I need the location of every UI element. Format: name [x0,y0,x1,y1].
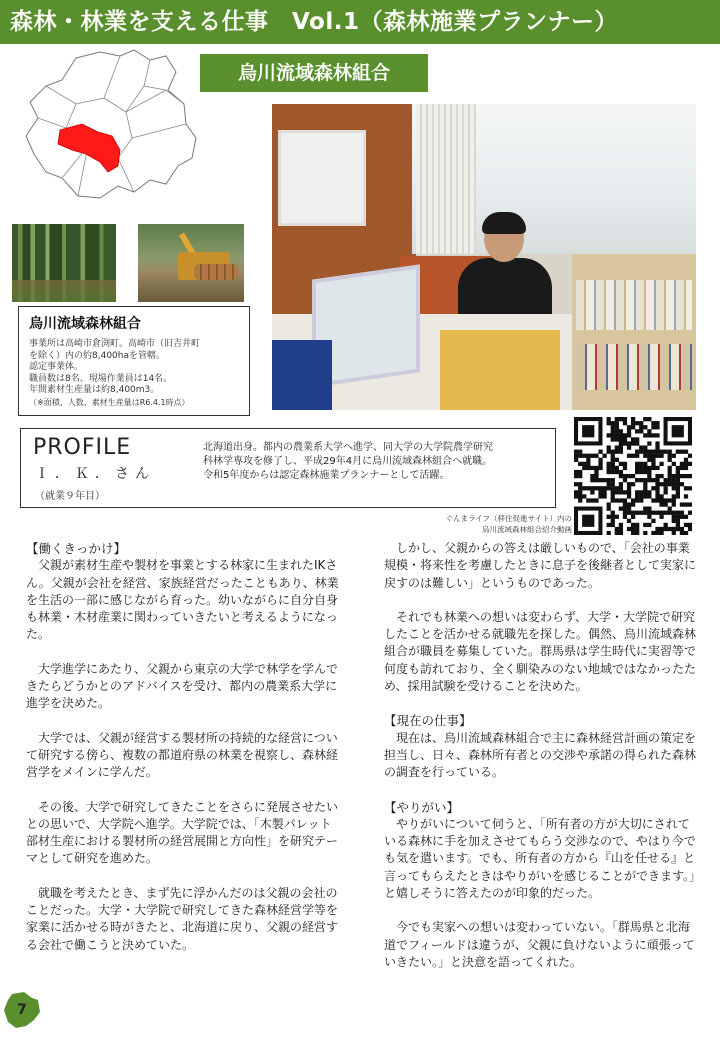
info-line: 年間素材生産量は約8,400m3。 [29,385,160,395]
photo-person-hair [482,212,526,234]
page-number: 7 [17,1002,27,1018]
photo-blinds [416,104,476,254]
info-line: 職員数は8名、現場作業員は14名。 [29,373,173,384]
info-line: 事業所は高崎市倉渕町。高崎市（旧吉井町 [29,339,201,349]
photo-window-left [278,130,366,226]
info-note: （※面積、人数、素材生産量はR6.4.1時点） [29,397,190,407]
paragraph: 就職を考えたとき、まず先に浮かんだのは父親の会社のことだった。大学・大学院で研究してきた森林経営学等を家業に活かせる時がきたと、北海道に戻り、父親の経営する会社で働こうと決めていた。 [26,885,339,952]
qr-note-line: 烏川流域森林組合紹介動画 [482,525,572,534]
photo-books [576,280,692,330]
prefecture-map [16,46,202,222]
profile-label: PROFILE [33,435,132,460]
paragraph: 現在は、烏川流域森林組合で主に森林経営計画の策定を担当し、日々、森林所有者との交渉や承諾の得られた森林の調査を行っている。 [384,730,697,780]
qr-code[interactable] [574,417,692,535]
paragraph: やりがいについて伺うと、「所有者の方が大切にされている森林に手を加えさせてもらう交渉なので、やはり今でも気を遣います。でも、所有者の方から『山を任せる』と言ってもらえたときはやりがいを感じることができます。」と嬉しそうに答えたのが印象的だった。 [384,816,696,901]
qr-note [420,513,572,535]
photo-screen [272,340,332,410]
paragraph: その後、大学で研究してきたことをさらに発展させたいとの思いで、大学院へ進学。大学院では、「木製パレット部材生産における製材所の経営展開と方向性」を研究テーマとして研究を進めた。 [26,799,339,866]
page-header: 森林・林業を支える仕事 Vol.1（森林施業プランナー） [0,0,720,44]
logs [194,264,238,280]
info-line: 認定事業体。 [29,362,84,372]
paragraph: 父親が素材生産や製材を事業とする林家に生まれたIKさん。父親が会社を経営、家族経営だったこともあり、林業を生活の一部に感じながら育った。幼いながらに自分自身も林業・木材産業に関わっていきたいと考えるようになった。 [26,558,339,642]
section-heading: 【働くきっかけ】 [26,541,127,556]
forest-photo [12,224,116,302]
paragraph: 今でも実家への想いは変わっていない。「群馬県と北海道でフィールドは違うが、父親に負けないように頑張っていきたい。」と決意を語ってくれた。 [384,920,695,969]
profile-box [20,428,556,508]
organization-info-box [18,306,250,416]
photo-files [440,330,560,410]
right-article-column [384,540,698,971]
profile-text [203,441,553,483]
paragraph: 大学では、父親が経営する製材所の持続的な経営について研究する傍ら、複数の都道府県の林業を視察し、森林経営学をメインに学んだ。 [26,730,339,780]
section-heading: 【現在の仕事】 [384,713,472,729]
profile-text-line: 北海道出身。都内の農業系大学へ進学、同大学の大学院農学研究 [203,442,493,453]
page-number-badge [2,990,42,1030]
organization-badge: 烏川流域森林組合 [200,54,428,92]
qr-note-line: ぐんまライフ（移住促進サイト）内の [445,514,572,523]
left-article-column [26,540,340,954]
map-outline [26,50,196,198]
forestry-machine-photo [138,224,244,302]
profile-years: （就業９年目） [35,491,105,502]
office-photo [272,104,696,410]
profile-text-line: 令和5年度からは認定森林施業プランナーとして活躍。 [203,470,450,481]
section-heading: 【やりがい】 [384,799,460,815]
paragraph: しかし、父親からの答えは厳しいもので、「会社の事業規模・将来性を考慮したときに息子を後継者として実家に戻すのは難しい」というものであった。 [384,541,697,590]
info-line: を除く）内の約8,400haを管轄。 [29,350,165,361]
photo-books [576,344,692,390]
profile-name: Ｉ．Ｋ．さん [35,466,155,482]
profile-text-line: 科林学専攻を修了し、平成29年4月に烏川流域森林組合へ就職。 [203,456,493,467]
paragraph: 大学進学にあたり、父親から東京の大学で林学を学んできたらどうかとのアドバイスを受け、都内の農業系大学に進学を決めた。 [26,661,339,711]
info-title: 烏川流域森林組合 [29,316,141,332]
paragraph: それでも林業への想いは変わらず、大学・大学院で研究したことを活かせる就職先を探した。偶然、烏川流域森林組合が職員を募集していた。群馬県は学生時代に実習等で何度も訪れており、全く馴染みのない地域ではなかったため、採用試験を受けることを決めた。 [384,609,697,694]
